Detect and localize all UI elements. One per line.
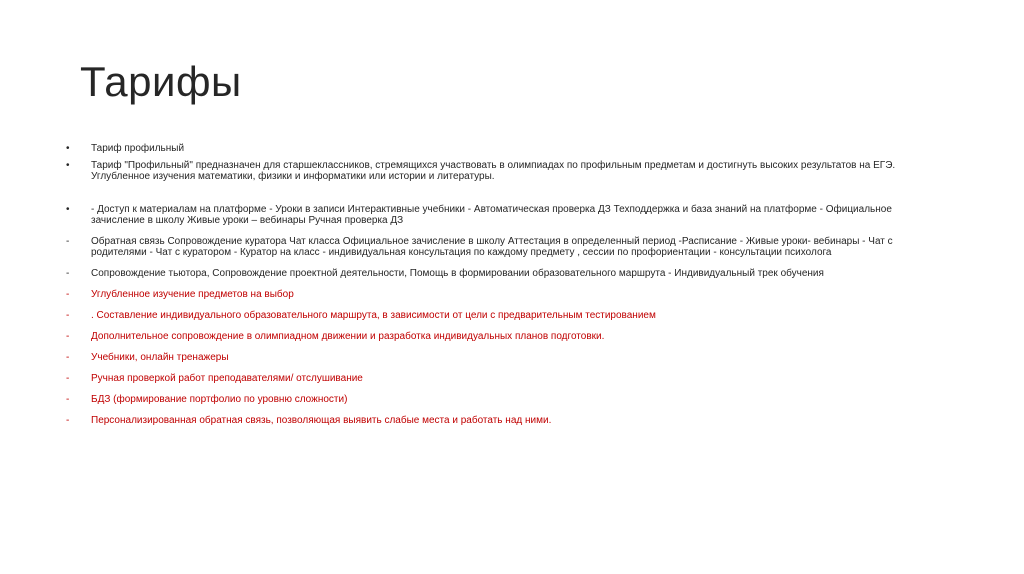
list-item-text: Персонализированная обратная связь, позволяющая выявить слабые места и работать над ними. <box>91 415 552 426</box>
list-item <box>66 236 946 258</box>
list-item <box>66 160 946 182</box>
bullet-marker: • <box>66 143 70 154</box>
bullet-marker: • <box>66 160 70 171</box>
dash-marker: - <box>66 415 70 426</box>
list-item-text: Тариф профильный <box>91 143 185 154</box>
list-item <box>66 204 946 226</box>
list-item <box>66 373 946 384</box>
list-item-text: - Доступ к материалам на платформе - Уроки в записи Интерактивные учебники - Автоматическая проверка ДЗ Техподдержка и база знаний на платформе - Официальное зачисление в школу Живые уроки – вебинары Ручная проверка ДЗ <box>91 204 892 226</box>
dash-marker: - <box>66 268 70 279</box>
dash-marker: - <box>66 331 70 342</box>
list-item-text: Обратная связь Сопровождение куратора Чат класса Официальное зачисление в школу Аттестация в определенный период -Расписание - Живые уроки- вебинары - Чат с родителями - Чат с куратором - Куратор на класс - индивидуальная консультация по каждому предмету , сессии по профориентации - консультации психолога <box>91 236 893 258</box>
bullet-marker: • <box>66 204 70 215</box>
list-item-text: Учебники, онлайн тренажеры <box>91 352 229 363</box>
dash-marker: - <box>66 352 70 363</box>
list-item-text: . Составление индивидуального образовательного маршрута, в зависимости от цели с предварительным тестированием <box>91 310 656 321</box>
list-item <box>66 289 946 300</box>
bullet-list <box>66 143 946 436</box>
dash-marker: - <box>66 289 70 300</box>
list-item-text: Углубленное изучение предметов на выбор <box>91 289 294 300</box>
dash-marker: - <box>66 310 70 321</box>
list-item <box>66 394 946 405</box>
list-item-text: Тариф "Профильный" предназначен для старшеклассников, стремящихся участвовать в олимпиадах по профильным предметам и достигнуть высоких результатов на ЕГЭ. Углубленное изучения математики, физики и информатики или истории и литературы. <box>91 160 896 182</box>
list-item <box>66 310 946 321</box>
dash-marker: - <box>66 394 70 405</box>
dash-marker: - <box>66 236 70 247</box>
list-item-text: Дополнительное сопровождение в олимпиадном движении и разработка индивидуальных планов подготовки. <box>91 331 605 342</box>
list-item <box>66 352 946 363</box>
list-item-text: Сопровождение тьютора, Сопровождение проектной деятельности, Помощь в формировании образовательного маршрута - Индивидуальный трек обучения <box>91 268 824 279</box>
list-item <box>66 331 946 342</box>
list-item <box>66 143 946 154</box>
list-item-text: Ручная проверкой работ преподавателями/ отслушивание <box>91 373 363 384</box>
slide-title: Тарифы <box>80 58 242 105</box>
list-item <box>66 268 946 279</box>
list-item <box>66 415 946 426</box>
list-item-text: БДЗ (формирование портфолио по уровню сложности) <box>91 394 348 405</box>
dash-marker: - <box>66 373 70 384</box>
